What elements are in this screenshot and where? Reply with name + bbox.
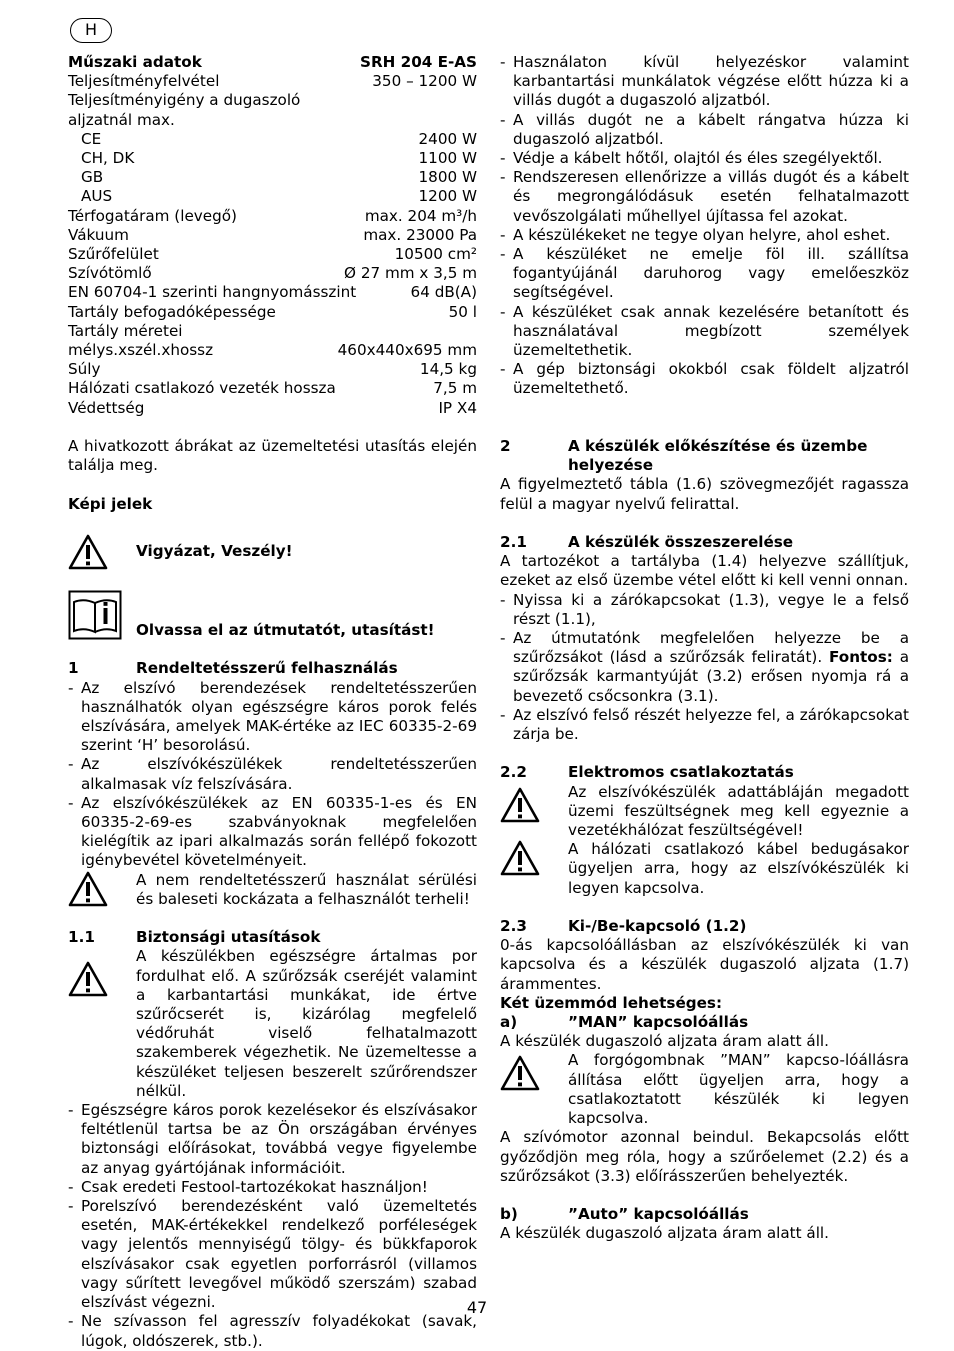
section-number: 2.1 [500, 533, 527, 552]
specs-title: Műszaki adatok [68, 53, 202, 71]
spec-row [68, 245, 477, 264]
spec-row [68, 226, 477, 245]
spec-label: Vákuum [68, 225, 129, 244]
spec-row [68, 322, 477, 341]
spec-label: Szűrőfelület [68, 245, 159, 264]
spec-value: 7,5 m [433, 379, 477, 398]
spec-label: AUS [81, 187, 113, 206]
list-item: - Egészségre káros porok kezelésekor és elszívásakor feltétlenül tartsa be az Ön országában érvényes biztonsági előírásokat, továbbá vegye figyelembe az anyag gyártójának információit. [68, 1101, 477, 1177]
spec-row [68, 91, 477, 110]
symbol-read-label: Olvassa el az útmutatót, utasítást! [136, 621, 435, 640]
section-number: 1.1 [68, 928, 95, 947]
symbol-read-row [68, 590, 477, 640]
section-number: 2.3 [500, 917, 527, 936]
section-2-2-warning-1: Az elszívókészülék adattábláján megadott üzemi feszültségnek meg kell egyeznie a vezetékhálózat feszültségével! [500, 783, 909, 841]
spec-row [68, 264, 477, 283]
modes-title: Két üzemmód lehetséges: [500, 993, 723, 1012]
spec-value: 50 l [448, 302, 477, 321]
section-title: Elektromos csatlakoztatás [568, 763, 794, 782]
spec-row [68, 207, 477, 226]
section-2-2-warning-2: A hálózati csatlakozó kábel bedugásakor ügyeljen arra, hogy az elszívókészülék ki legyen kapcsolva. [500, 840, 909, 898]
section-2-1-heading [500, 533, 909, 552]
list-item: - A gép biztonsági okokból csak földelt aljzatról üzemeltethető. [500, 360, 909, 398]
right-column [500, 53, 909, 1244]
spec-value: 460x440x695 mm [337, 341, 477, 360]
list-item: - Rendszeresen ellenőrizze a villás dugót és a kábelt és megrongálódásuk esetén felhatalmazott vevőszolgálati műhellyel újítassa fel azokat. [500, 168, 909, 225]
mode-a-heading: a) ”MAN” kapcsolóállás [500, 1013, 749, 1032]
spec-row [68, 72, 477, 91]
spec-row [68, 111, 477, 130]
spec-row [68, 379, 477, 398]
list-item: - A készülékeket ne tegye olyan helyre, ahol eshet. [500, 225, 891, 244]
spec-label: CH, DK [81, 149, 135, 168]
section-title: Ki-/Be-kapcsoló (1.2) [568, 917, 747, 936]
spec-value: IP X4 [438, 398, 477, 417]
warning-triangle-icon [68, 947, 136, 1101]
spec-label: GB [81, 168, 104, 187]
figures-note: A hivatkozott ábrákat az üzemeltetési utasítás elején találja meg. [68, 437, 477, 475]
spec-row [68, 187, 477, 206]
spec-value: 64 dB(A) [410, 283, 477, 302]
section-title: Biztonsági utasítások [136, 928, 321, 947]
spec-label: Hálózati csatlakozó vezeték hossza [68, 379, 336, 398]
list-item: - A villás dugót ne a kábelt rángatva húzza ki dugaszoló aljzatból. [500, 110, 909, 148]
list-item: - Az elszívó felső részét helyezze fel, a zárókapcsokat zárja be. [500, 705, 909, 744]
spec-row [68, 303, 477, 322]
spec-label: mélys.xszél.xhossz [68, 341, 214, 360]
spec-value: 10500 cm² [394, 245, 477, 264]
warning-triangle-icon [68, 534, 136, 570]
list-item: - Az útmutatónk megfelelően helyezze be a szűrőzsákot (lásd a szűrőzsák feliratát). Fontos: a szűrőzsák karmantyúját (3.2) erősen nyomja rá a bevezető csőcsonkra (3.1). [500, 629, 910, 705]
spec-value: Ø 27 mm x 3,5 m [344, 264, 477, 283]
list-item: - A készüléket csak annak kezelésére betanított és használatával megbízott személyek üzemeltethetik. [500, 302, 909, 360]
list-item: - Védje a kábelt hőtől, olajtól és éles szegélyektől. [500, 149, 883, 168]
spec-value: 350 – 1200 W [372, 72, 477, 91]
spec-row [68, 149, 477, 168]
spec-label: Védettség [68, 398, 145, 417]
list-item: - Csak eredeti Festool-tartozékokat használjon! [68, 1177, 428, 1196]
spec-value: max. 23000 Pa [363, 225, 477, 244]
symbols-title: Képi jelek [68, 494, 153, 513]
list-item: - A készüléket ne emelje föl ill. szállítsa fogantyújánál daruhorog vagy emelőeszköz segítségével. [500, 245, 909, 302]
list-item: - Nyissa ki a zárókapcsokat (1.3), vegye le a felső részt (1.1), [500, 590, 909, 628]
spec-row [68, 130, 477, 149]
spec-label: Szívótömlő [68, 264, 152, 283]
important-label: Fontos: [829, 648, 893, 667]
warning-triangle-icon [500, 783, 568, 841]
spec-row [68, 283, 477, 302]
specs-header [68, 53, 477, 72]
spec-value: 2400 W [418, 129, 477, 148]
specs-model: SRH 204 E-AS [360, 53, 477, 71]
list-item: - Az elszívókészülékek az EN 60335-1-es és EN 60335-2-69-es szabványoknak megfelelően kielégítik az ipari alkalmazás során fellépő fokozott igénybevétel követelményeit. [68, 793, 477, 870]
page-number: 47 [466, 1298, 488, 1317]
mode-b-heading: b) ”Auto” kapcsolóállás [500, 1205, 749, 1224]
section-2-heading [500, 437, 909, 475]
spec-row [68, 341, 477, 360]
read-manual-icon [68, 590, 136, 640]
mode-b-text: A készülék dugaszoló aljzata áram alatt áll. [500, 1224, 829, 1243]
list-item: - Az elszívó berendezések rendeltetésszerűen használhatók olyan egészségre káros porok felés elszívására, amelyek MAK-értéke az IEC 60335-2-69 szerint ‘H’ besorolású. [68, 678, 477, 755]
spec-value: 14,5 kg [419, 360, 477, 379]
section-title: A készülék összeszerelése [568, 533, 794, 552]
section-2-3-text: 0-ás kapcsolóállásban az elszívókészülék ki van kapcsolva és a készülék dugaszoló aljzata (1.7) árammentes. [500, 936, 909, 993]
spec-label: CE [81, 129, 102, 148]
left-column [68, 53, 477, 1351]
mode-a-text: A készülék dugaszoló aljzata áram alatt áll. [500, 1032, 829, 1051]
section-2-2-heading [500, 763, 909, 782]
spec-label: Tartály befogadóképessége [68, 302, 276, 321]
warning-triangle-icon [500, 840, 568, 898]
section-1-1-warning: A készülékben egészségre ártalmas por fordulhat elő. A szűrőzsák cseréjét valamint a karbantartási munkákat, ide értve szűrőcserét is, kizárólag megfelelő védőruhát viselő felhatalmazott szakemberek végezhetik. Ne üzemeltesse a készüléket teljesen beszerelt szűrőrendszer nélkül. [68, 947, 477, 1101]
language-badge: H [70, 18, 112, 43]
spec-label: Teljesítményfelvétel [68, 72, 220, 91]
list-item: - Az elszívókészülékek rendeltetésszerűen alkalmasak víz felszívására. [68, 755, 477, 793]
spec-row [68, 168, 477, 187]
mode-a-text-2: A szívómotor azonnal beindul. Bekapcsolás előtt győződjön meg róla, hogy a szűrőelemet (2.2) és a szűrőzsákot (3.3) előírásszerűen behelyezték. [500, 1128, 909, 1185]
spec-label: aljzatnál max. [68, 110, 175, 129]
spec-value: 1100 W [418, 149, 477, 168]
symbol-warning-label: Vigyázat, Veszély! [136, 542, 293, 561]
spec-label: Teljesítményigény a dugaszoló [68, 91, 301, 110]
spec-label: EN 60704-1 szerinti hangnyomásszint [68, 283, 357, 302]
section-number: 2 [500, 437, 511, 456]
section-title: Rendeltetésszerű felhasználás [136, 659, 398, 678]
spec-label: Térfogatáram (levegő) [68, 206, 237, 225]
warning-triangle-icon [500, 1051, 568, 1128]
section-1-1-heading [68, 928, 477, 947]
section-2-1-text: A tartozékot a tartályba (1.4) helyezve szállítjuk, ezeket az első üzembe vétel előtt ki kell venni onnan. [500, 552, 909, 590]
list-item: - Porelszívó berendezésként való üzemeltetés esetén, MAK-értékekkel rendelkező porféleségek vagy jelentős mennyiségű tölgy- és bükkfaporok elszívásakor csak egyetlen porforrásról (villamos vagy sűrített levegővel működő szerszám) szabad elszívást végezni. [68, 1197, 477, 1312]
spec-row [68, 399, 477, 418]
section-title: A készülék előkészítése és üzembe helyezése [568, 437, 868, 475]
spec-label: Tartály méretei [68, 321, 183, 340]
spec-row [68, 360, 477, 379]
warning-triangle-icon [68, 871, 136, 909]
section-1-heading [68, 659, 477, 678]
spec-value: 1800 W [418, 168, 477, 187]
section-number: 2.2 [500, 763, 527, 782]
list-item: - Használaton kívül helyezéskor valamint karbantartási munkálatok végzése előtt húzza ki a villás dugót a dugaszoló aljzatból. [500, 53, 909, 110]
section-2-3-heading [500, 917, 909, 936]
section-number: 1 [68, 659, 79, 678]
mode-a-warning: A forgógombnak ”MAN” kapcso-lóállásra állítása előtt ügyeljen arra, hogy a csatlakoztatott készülék ki legyen kapcsolva. [500, 1051, 909, 1128]
spec-label: Súly [68, 360, 101, 379]
spec-value: max. 204 m³/h [364, 206, 477, 225]
section-1-warning: A nem rendeltetésszerű használat sérülési és baleseti kockázata a felhasználót terheli! [68, 871, 477, 909]
section-2-text: A figyelmeztető tábla (1.6) szövegmezőjét ragassza felül a magyar nyelvű felirattal. [500, 475, 909, 513]
symbol-warning-row [68, 533, 477, 571]
spec-value: 1200 W [418, 187, 477, 206]
list-item: - Ne szívasson fel agresszív folyadékokat (savak, lúgok, oldószerek, stb.). [68, 1312, 477, 1350]
